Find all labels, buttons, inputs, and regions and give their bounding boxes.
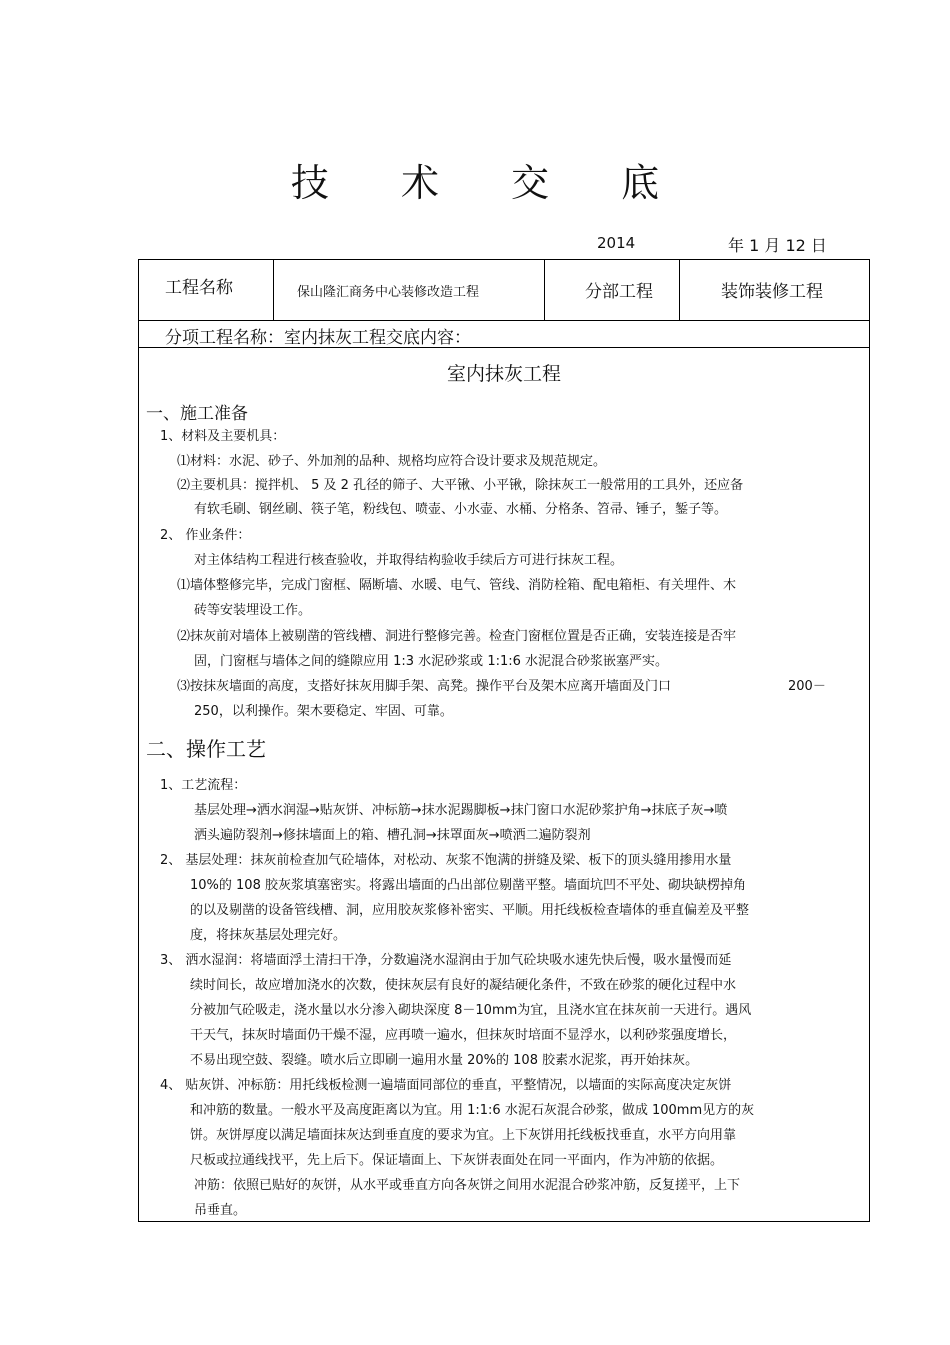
document-title: 技 术 交 底	[290, 161, 690, 205]
text-line: 冲筋：依照已贴好的灰饼，从水平或垂直方向各灰饼之间用水泥混合砂浆冲筋，反复搓平，上下	[194, 1178, 741, 1193]
project-name-label: 工程名称	[165, 278, 233, 298]
grid-line	[679, 260, 680, 321]
text-line: ⑴墙体整修完毕，完成门窗框、隔断墙、水暖、电气、管线、消防栓箱、配电箱柜、有关埋件、木	[177, 578, 737, 593]
text-line: 1、材料及主要机具：	[160, 429, 286, 444]
text-line: 和冲筋的数量。一般水平及高度距离以为宜。用 1:1:6 水泥石灰混合砂浆，做成 100mm见方的灰	[190, 1103, 755, 1118]
grid-line	[544, 260, 545, 321]
text-line: 1、工艺流程：	[160, 778, 247, 793]
grid-line	[273, 260, 274, 321]
text-line: ⑶按抹灰墙面的高度，支搭好抹灰用脚手架、高凳。操作平台及架木应离开墙面及门口	[177, 679, 672, 694]
text-line: 固，门窗框与墙体之间的缝隙应用 1:3 水泥砂浆或 1:1:6 水泥混合砂浆嵌塞严实。	[194, 654, 669, 669]
text-line: 3、 洒水湿润：将墙面浮土清扫干净，分数遍浇水湿润由于加气砼块吸水速先快后慢，吸水量慢而延	[160, 953, 732, 968]
text-line: 不易出现空鼓、裂缝。喷水后立即刷一遍用水量 20%的 108 胶素水泥浆，再开始抹灰。	[190, 1053, 699, 1068]
text-line: 基层处理→洒水润湿→贴灰饼、冲标筋→抹水泥踢脚板→抹门窗口水泥砂浆护角→抹底子灰→喷	[194, 803, 728, 818]
text-line: 洒头遍防裂剂→修抹墙面上的箱、槽孔洞→抹罩面灰→喷洒二遍防裂剂	[194, 828, 591, 843]
text-line: 吊垂直。	[194, 1203, 247, 1218]
text-line: 200－	[788, 679, 826, 694]
text-line: 的以及剔凿的设备管线槽、洞，应用胶灰浆修补密实、平顺。用托线板检查墙体的垂直偏差及平整	[190, 903, 750, 918]
text-line: ⑵抹灰前对墙体上被剔凿的管线槽、洞进行整修完善。检查门窗框位置是否正确，安装连接是否牢	[177, 629, 737, 644]
text-line: 尺板或拉通线找平，先上后下。保证墙面上、下灰饼表面处在同一平面内，作为冲筋的依据。	[190, 1153, 724, 1168]
disclosure-table	[138, 259, 870, 1222]
text-line: 对主体结构工程进行核查验收，并取得结构验收手续后方可进行抹灰工程。	[194, 553, 624, 568]
text-line: 度，将抹灰基层处理完好。	[190, 928, 347, 943]
grid-line	[139, 320, 869, 321]
text-line: 有软毛刷、钢丝刷、筷子笔，粉线包、喷壶、小水壶、水桶、分格条、笤帚、锤子，錾子等。	[194, 502, 728, 517]
text-line: ⑴材料：水泥、砂子、外加剂的品种、规格均应符合设计要求及规范规定。	[177, 454, 607, 469]
date-year: 2014	[597, 234, 636, 252]
text-line: 续时间长，故应增加浇水的次数，使抹灰层有良好的凝结硬化条件，不致在砂浆的硬化过程中水	[190, 978, 737, 993]
text-line: 250，以利操作。架木要稳定、牢固、可靠。	[194, 704, 453, 719]
text-line: 2、 基层处理：抹灰前检查加气砼墙体，对松动、灰浆不饱满的拼缝及梁、板下的顶头缝用掺用水量	[160, 853, 732, 868]
division-label: 分部工程	[585, 282, 653, 302]
section-title: 室内抹灰工程	[446, 363, 561, 385]
date-month-day: 年 1 月 12 日	[728, 236, 827, 255]
text-line: 4、 贴灰饼、冲标筋：用托线板检测一遍墙面同部位的垂直，平整情况，以墙面的实际高度决定灰饼	[160, 1078, 732, 1093]
text-line: 分被加气砼吸走，浇水量以水分渗入砌块深度 8－10mm为宜，且浇水宜在抹灰前一天进行。遇风	[190, 1003, 752, 1018]
text-line: 砖等安装埋设工作。	[194, 603, 312, 618]
part1-heading: 一、施工准备	[146, 404, 248, 424]
text-line: 10%的 108 胶灰浆填塞密实。将露出墙面的凸出部位剔凿平整。墙面坑凹不平处、砌块缺楞掉角	[190, 878, 746, 893]
text-line: 干天气，抹灰时墙面仍干燥不湿，应再喷一遍水，但抹灰时培面不显浮水，以利砂浆强度增长，	[190, 1028, 737, 1043]
text-line: 2、 作业条件：	[160, 528, 251, 543]
project-name-value: 保山隆汇商务中心装修改造工程	[297, 285, 480, 300]
text-line: ⑵主要机具：搅拌机、 5 及 2 孔径的筛子、大平锹、小平锹，除抹灰工一般常用的工具外，还应备	[177, 478, 744, 493]
subitem-name: 分项工程名称：室内抹灰工程交底内容：	[165, 328, 471, 348]
division-value: 装饰装修工程	[721, 282, 823, 302]
text-line: 饼。灰饼厚度以满足墙面抹灰达到垂直度的要求为宜。上下灰饼用托线板找垂直，水平方向用靠	[190, 1128, 737, 1143]
part2-heading: 二、操作工艺	[146, 737, 266, 761]
